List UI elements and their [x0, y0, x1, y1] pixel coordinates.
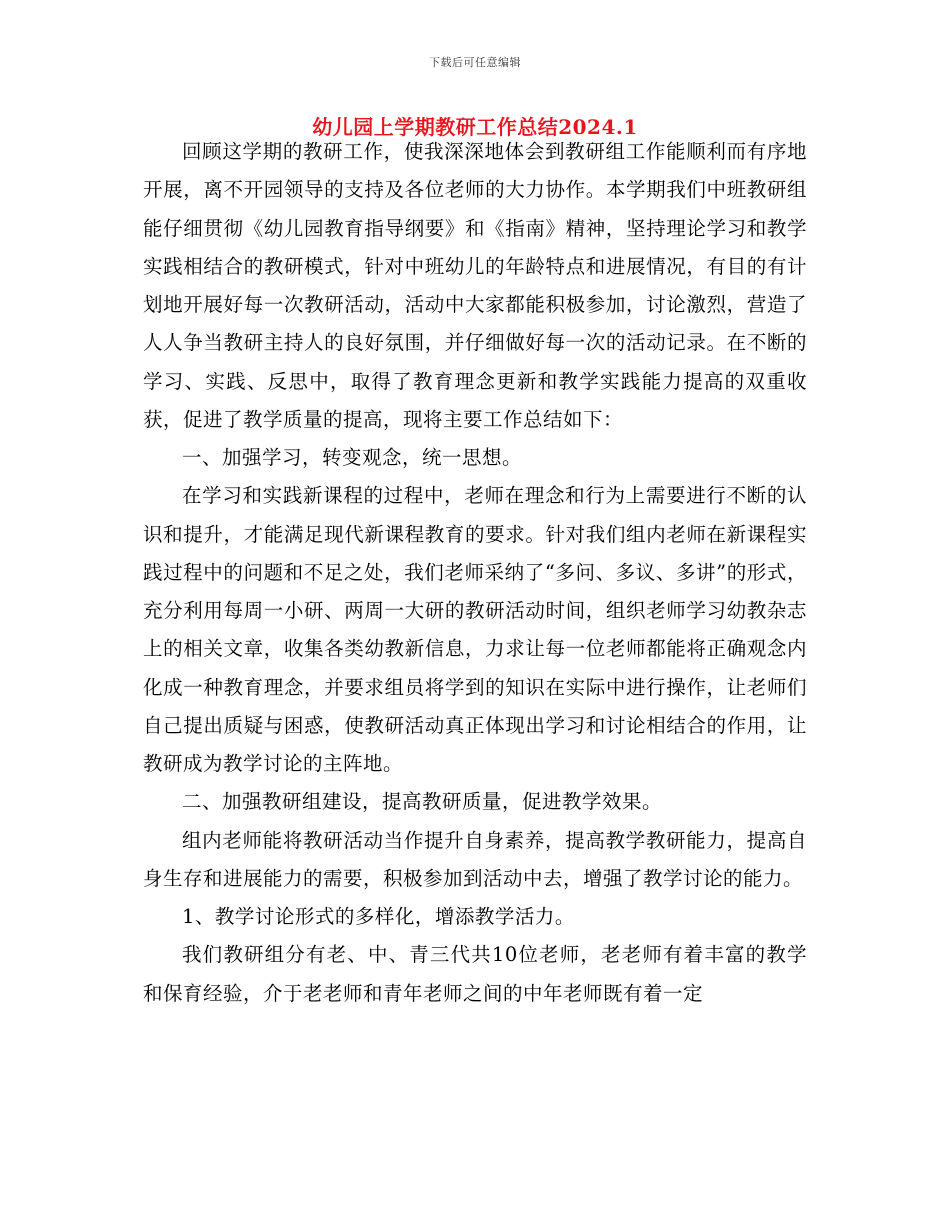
- section-heading-1: 一、加强学习，转变观念，统一思想。: [182, 446, 523, 469]
- document-body: [143, 133, 807, 1013]
- document-title: 幼儿园上学期教研工作总结2024.1: [312, 115, 638, 139]
- section-heading-2: 二、加强教研组建设，提高教研质量，促进教学效果。: [182, 790, 663, 814]
- paragraph-intro: 回顾这学期的教研工作，使我深深地体会到教研组工作能顺利而有序地开展，离不开园领导的支持及各位老师的大力协作。本学期我们中班教研组能仔细贯彻《幼儿园教育指导纲要》和《指南》精神，坚持理论学习和教学实践相结合的教研模式，针对中班幼儿的年龄特点和进展情况，有目的有计划地开展好每一次教研活动，活动中大家都能积极参加，讨论激烈，营造了人人争当教研主持人的良好氛围，并仔细做好每一次的活动记录。在不断的学习、实践、反思中，取得了教育理念更新和教学实践能力提高的双重收获，促进了教学质量的提高，现将主要工作总结如下：: [143, 140, 807, 431]
- header-note: 下载后可任意编辑: [429, 56, 521, 69]
- subsection-heading-1: 1、教学讨论形式的多样化，增添教学活力。: [182, 905, 575, 928]
- paragraph-section-2: 组内老师能将教研活动当作提升自身素养，提高教学教研能力，提高自身生存和进展能力的需要，积极参加到活动中去，增强了教学讨论的能力。: [143, 828, 807, 890]
- paragraph-section-1: 在学习和实践新课程的过程中，老师在理念和行为上需要进行不断的认识和提升，才能满足现代新课程教育的要求。针对我们组内老师在新课程实践过程中的问题和不足之处，我们老师采纳了“多问、多议、多讲”的形式，充分利用每周一小研、两周一大研的教研活动时间，组织老师学习幼教杂志上的相关文章，收集各类幼教新信息，力求让每一位老师都能将正确观念内化成一种教育理念，并要求组员将学到的知识在实际中进行操作，让老师们自己提出质疑与困惑，使教研活动真正体现出学习和讨论相结合的作用，让教研成为教学讨论的主阵地。: [143, 484, 807, 775]
- paragraph-subsection-1: 我们教研组分有老、中、青三代共10位老师，老老师有着丰富的教学和保育经验，介于老老师和青年老师之间的中年老师既有着一定: [143, 943, 807, 1005]
